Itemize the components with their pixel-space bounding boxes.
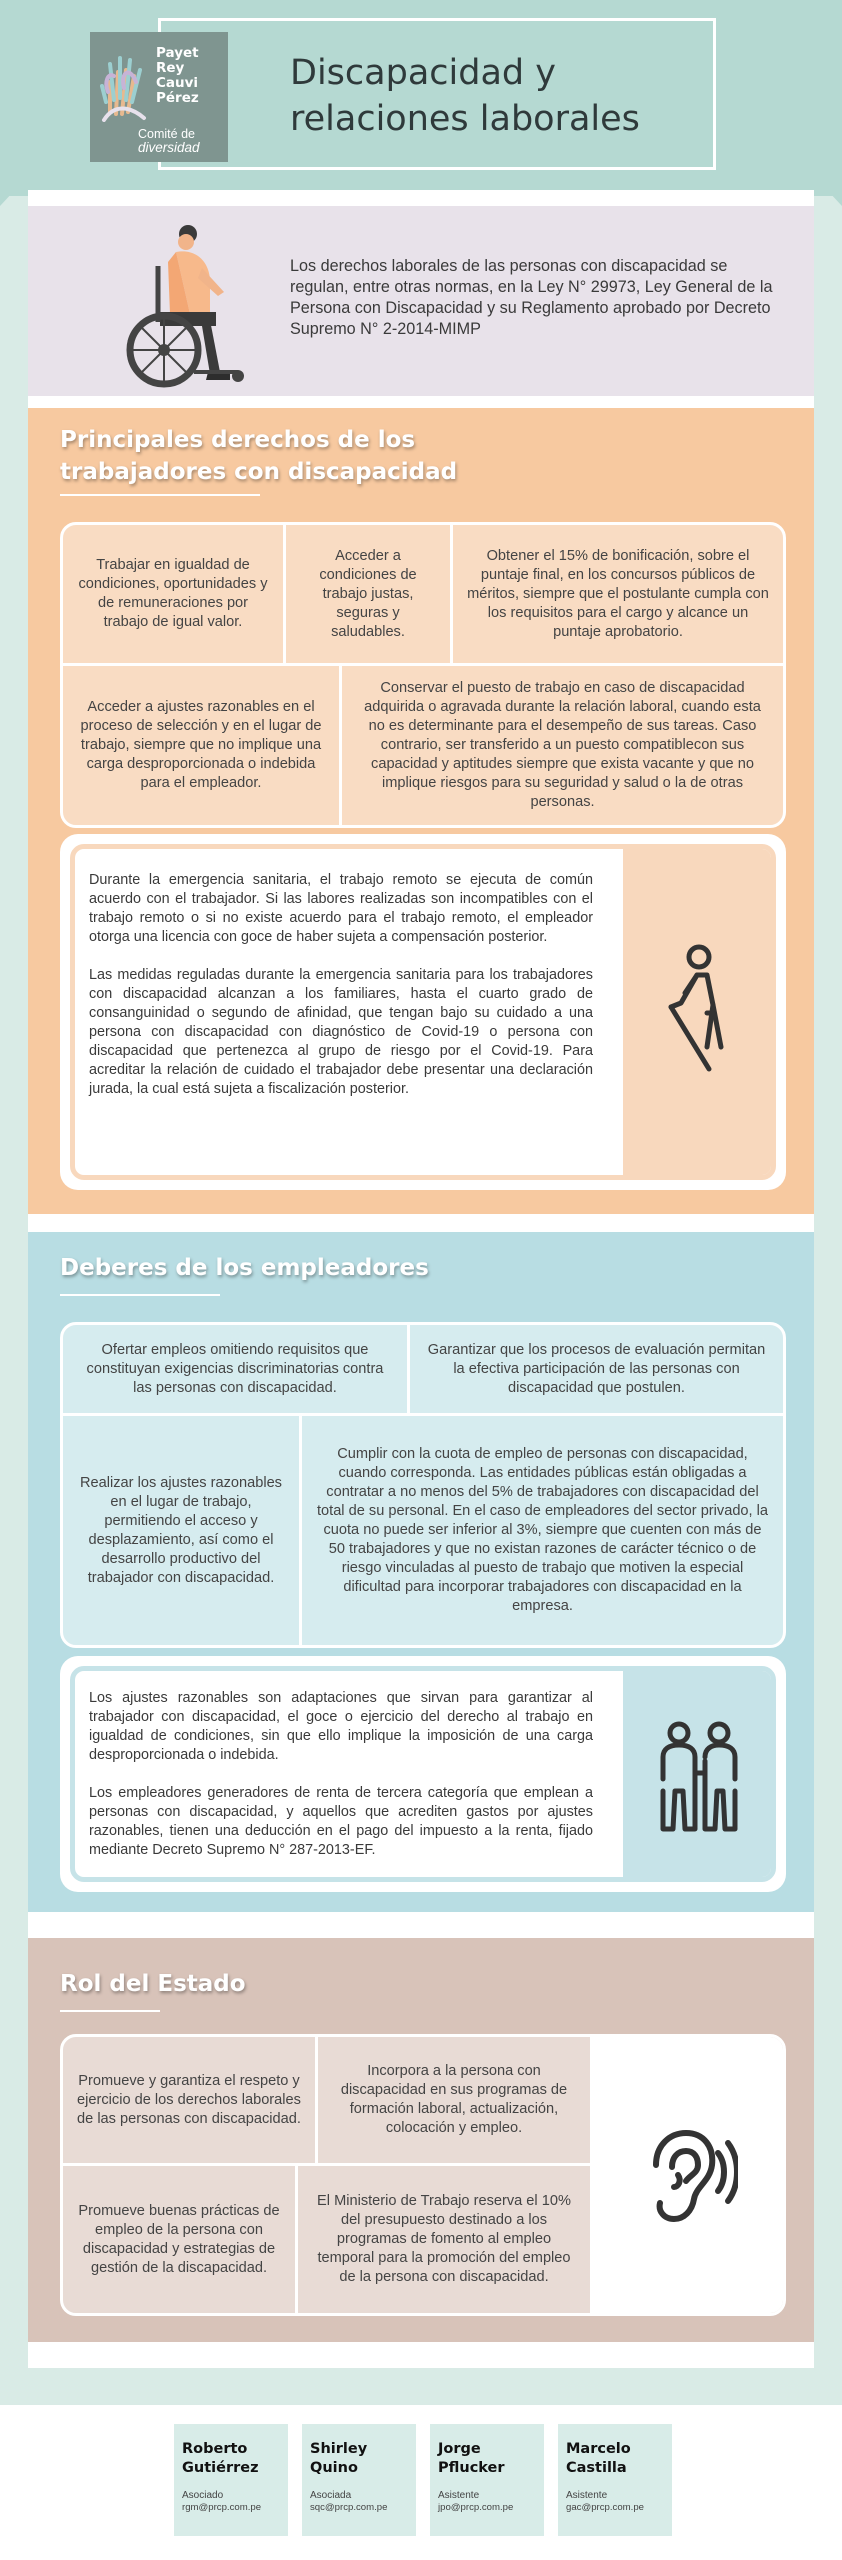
grid-divider — [339, 666, 342, 826]
state-cell: Promueve buenas prácticas de empleo de la persona con discapacidad y estrategias de gestión de la discapacidad. — [78, 2202, 280, 2276]
blind-person-cane-icon — [667, 943, 737, 1073]
duties-cell: Garantizar que los procesos de evaluación permitan la efectiva participación de las personas con discapacidad que postulen. — [427, 1341, 766, 1396]
team-role: Asistente — [566, 2490, 608, 2501]
logo-name-2: Rey — [156, 60, 185, 76]
rights-note-inner — [70, 844, 776, 1180]
logo-wordmark — [156, 46, 199, 106]
rights-title-line2: trabajadores con discapacidad — [60, 459, 458, 485]
rights-cell: Obtener el 15% de bonificación, sobre el puntaje final, en los concursos públicos de méritos, siempre que el postulante cumpla con los requisitos para el cargo y alcance un puntaje aprobatorio. — [467, 547, 769, 640]
hearing-ear-icon — [634, 2125, 738, 2229]
logo-subtitle — [138, 128, 200, 154]
logo-name-4: Pérez — [156, 90, 199, 106]
team-name: Roberto Gutiérrez — [182, 2441, 259, 2476]
firm-logo — [90, 32, 228, 162]
duties-cell: Cumplir con la cuota de empleo de personas con discapacidad, cuando corresponda. Las entidades públicas están obligadas a contratar a no menos del 5% de trabajadores con discapacidad del total de su personal. En el caso de empleadores del sector privado, la cuota no puede ser inferior al 3%, siempre que cuenten con más de 50 trabajadores y que no existan razones de carácter técnico o de riesgo vinculadas al puesto de trabajo que motiven la especial dificultad para incorporar trabajadores con discapacidad en la empresa. — [316, 1446, 769, 1614]
grid-divider — [299, 1416, 302, 1646]
state-section — [28, 1938, 814, 2342]
state-title-underline — [60, 2010, 160, 2012]
header-left-fold — [0, 176, 28, 206]
duties-note-paragraph-2: Los empleadores generadores de renta de tercera categoría que emplean a personas con discapacidad, y aquellos que acrediten gastos por ajustes razonables, tienen una deducción en el pago del impuesto a la renta, fijado mediante Decreto Supremo N° 287-2013-EF. — [89, 1785, 593, 1858]
hands-logo-icon — [100, 42, 148, 122]
rights-note-text — [89, 871, 593, 1118]
team-role: Asociado — [182, 2490, 224, 2501]
team-email[interactable]: gac@prcp.com.pe — [566, 2502, 644, 2513]
grid-divider — [407, 1325, 410, 1413]
team-contacts — [174, 2424, 674, 2536]
grid-divider — [283, 525, 286, 663]
team-email[interactable]: sqc@prcp.com.pe — [310, 2502, 388, 2513]
duties-title: Deberes de los empleadores — [60, 1255, 429, 1281]
grid-divider — [450, 525, 453, 663]
duties-title-underline — [60, 1294, 220, 1296]
state-grid — [60, 2034, 786, 2316]
logo-name-1: Payet — [156, 45, 199, 61]
duties-grid — [60, 1322, 786, 1648]
duties-note-text — [89, 1689, 593, 1879]
wheelchair-user-icon — [98, 222, 248, 392]
state-cell: Incorpora a la persona con discapacidad en sus programas de formación laboral, actualización, colocación y empleo. — [340, 2063, 568, 2136]
grid-divider — [63, 1413, 786, 1416]
people-assisting-icon — [653, 1721, 747, 1833]
page-title — [290, 50, 710, 142]
logo-sub-line2: diversidad — [138, 140, 200, 155]
team-card — [430, 2424, 544, 2536]
duties-note-icon-panel — [623, 1671, 771, 1877]
rights-note-icon-panel — [623, 849, 771, 1175]
team-card — [558, 2424, 672, 2536]
content-bottom-border — [28, 2342, 814, 2366]
grid-divider — [315, 2037, 318, 2163]
team-name: Jorge Pflucker — [438, 2441, 505, 2476]
header-right-fold — [814, 176, 842, 206]
rights-cell: Acceder a condiciones de trabajo justas, seguras y saludables. — [319, 547, 417, 640]
rights-title-line1: Principales derechos de los — [60, 427, 416, 453]
team-card — [302, 2424, 416, 2536]
rights-grid — [60, 522, 786, 828]
rights-note-paragraph-1: Durante la emergencia sanitaria, el trabajo remoto se ejecuta de común acuerdo con el trabajador. Si las labores realizadas son incompatibles con el trabajo remoto o si no existe acuerdo para el trabajo remoto, el empleador otorga una licencia con goce de haber sujeta a compensación posterior. — [89, 872, 593, 945]
grid-divider — [63, 663, 786, 666]
state-cell: Promueve y garantiza el respeto y ejercicio de los derechos laborales de las personas con discapacidad. — [77, 2072, 301, 2127]
duties-section — [28, 1232, 814, 1912]
rights-cell: Acceder a ajustes razonables en el proceso de selección y en el lugar de trabajo, siempre que no implique una carga desproporcionada o indebida para el empleador. — [80, 699, 322, 791]
grid-divider — [295, 2166, 298, 2316]
team-role: Asistente — [438, 2490, 480, 2501]
rights-cell: Conservar el puesto de trabajo en caso de discapacidad adquirida o agravada durante la relación laboral, cuando esta no es determinante para el desempeño de sus tareas. Caso contrario, ser transferido a un puesto compatiblecon sus capacidad y aptitudes siempre que exista vacante y que no implique riesgos para su seguridad y salud o la de otras personas. — [364, 680, 761, 810]
rights-section — [28, 408, 814, 1214]
duties-note-inner — [70, 1666, 776, 1882]
team-name: Marcelo Castilla — [566, 2441, 631, 2476]
state-icon-panel — [590, 2037, 786, 2316]
rights-note-card — [60, 834, 786, 1190]
duties-note-card — [60, 1656, 786, 1892]
rights-title-underline — [60, 494, 260, 496]
team-email[interactable]: jpo@prcp.com.pe — [438, 2502, 514, 2513]
intro-panel — [28, 206, 814, 396]
team-email[interactable]: rgm@prcp.com.pe — [182, 2502, 262, 2513]
rights-cell: Trabajar en igualdad de condiciones, oportunidades y de remuneraciones por trabajo de igual valor. — [78, 557, 268, 630]
rights-title — [60, 424, 457, 488]
team-card — [174, 2424, 288, 2536]
page-title-line1: Discapacidad y — [290, 53, 556, 93]
duties-note-paragraph-1: Los ajustes razonables son adaptaciones que sirvan para garantizar al trabajador con discapacidad, el goce o ejercicio del derecho al trabajo en igualdad de condiciones, sin que ello implique la imposición de una carga desproporcionada o indebida. — [89, 1690, 593, 1763]
grid-divider — [63, 2163, 590, 2166]
state-cell: El Ministerio de Trabajo reserva el 10% del presupuesto destinado a los programas de fomento al empleo temporal para la promoción del empleo de la persona con discapacidad. — [317, 2193, 571, 2285]
state-title: Rol del Estado — [60, 1971, 246, 1997]
duties-cell: Realizar los ajustes razonables en el lugar de trabajo, permitiendo el acceso y desplazamiento, así como el desarrollo productivo del trabajador con discapacidad. — [80, 1474, 282, 1586]
logo-name-3: Cauvi — [156, 75, 199, 91]
intro-text: Los derechos laborales de las personas con discapacidad se regulan, entre otras normas, en la Ley N° 29973, Ley General de la Persona con Discapacidad y su Reglamento aprobado por Decreto Supremo N° 2-2014-MIMP — [290, 257, 773, 338]
logo-sub-line1: Comité de — [138, 127, 195, 141]
duties-cell: Ofertar empleos omitiendo requisitos que constituyan exigencias discriminatorias contra las personas con discapacidad. — [86, 1341, 384, 1396]
rights-note-paragraph-2: Las medidas reguladas durante la emergencia sanitaria para los trabajadores con discapacidad alcanzan a los familiares, hasta el cuarto grado de consanguinidad o segundo de afinidad, que tengan bajo su cuidado a una persona con discapacidad con diagnóstico de Covid-19 o persona con discapacidad que pertenezca al grupo de riesgo por el Covid-19. Para acreditar la relación de cuidado el trabajador debe presentar una declaración jurada, la cual está sujeta a fiscalización posterior. — [89, 967, 593, 1097]
team-name: Shirley Quino — [310, 2441, 368, 2476]
page-title-line2: relaciones laborales — [290, 99, 640, 139]
team-role: Asociada — [310, 2490, 352, 2501]
